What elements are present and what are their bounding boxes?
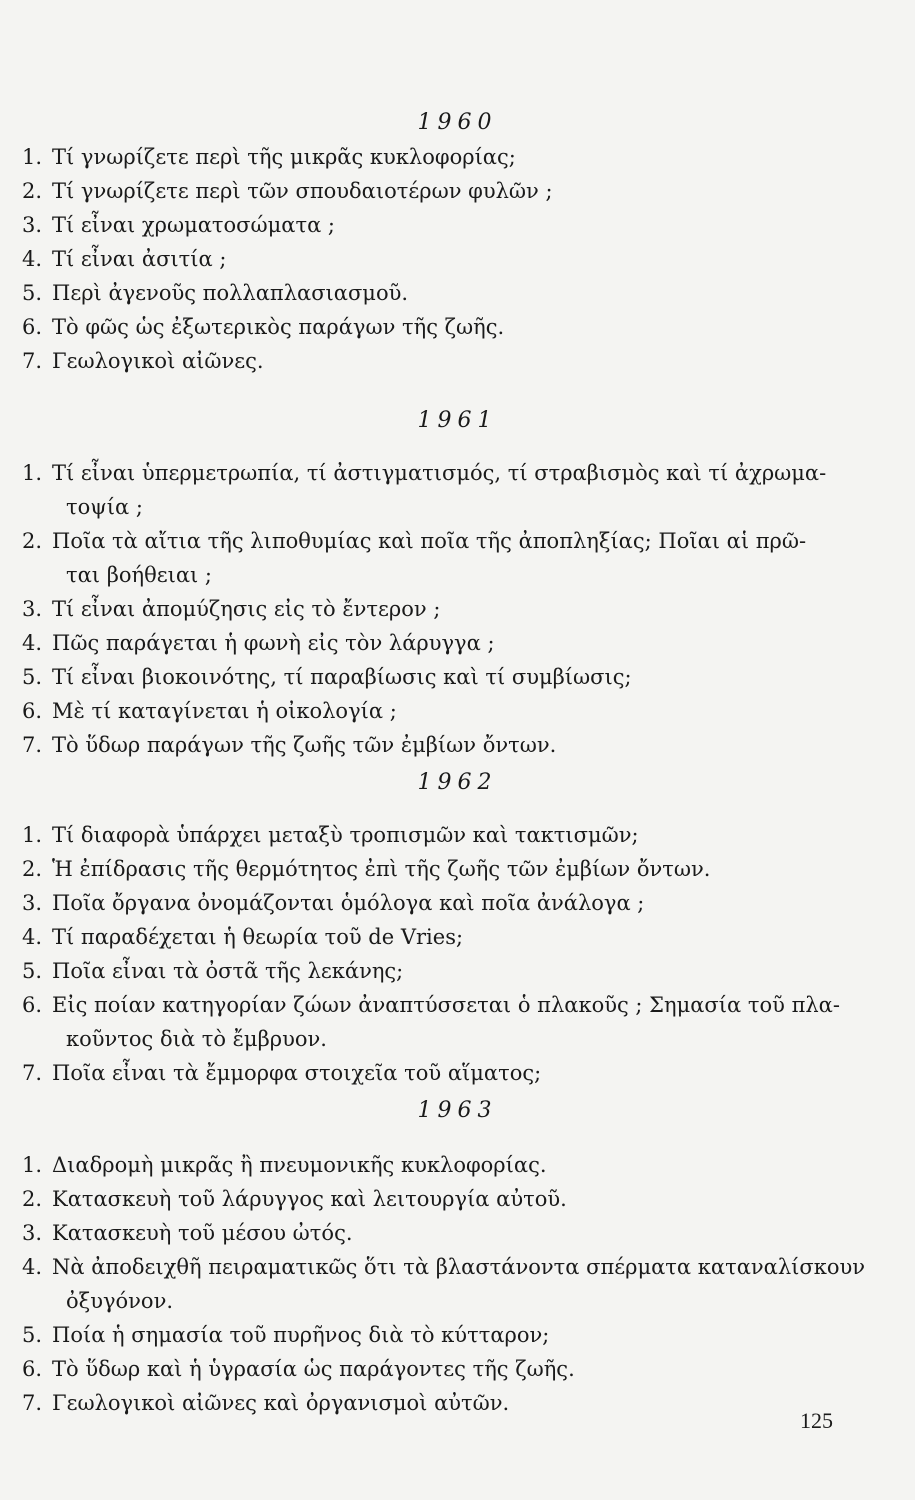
list-item [22,456,842,490]
list-item [22,140,842,174]
item-text: Εἰς ποίαν κατηγορίαν ζώων ἀναπτύσσεται ὁ πλακοῦς ; Σημασία τοῦ πλα- [52,993,840,1017]
list-item [22,886,842,920]
list-item [22,1182,842,1216]
item-text: Γεωλογικοὶ αἰῶνες καὶ ὀργανισμοὶ αὐτῶν. [52,1391,510,1415]
item-number: 3. [22,891,43,915]
item-text: Μὲ τί καταγίνεται ἡ οἰκολογία ; [52,699,397,723]
item-number: 4. [22,925,43,949]
list-item [22,1386,842,1420]
item-text: Τὸ ὕδωρ παράγων τῆς ζωῆς τῶν ἐμβίων ὄντων. [52,733,557,757]
item-number: 6. [22,1357,43,1381]
item-text: Ἡ ἐπίδρασις τῆς θερμότητος ἐπὶ τῆς ζωῆς τῶν ἐμβίων ὄντων. [52,857,711,881]
list-item [22,524,842,558]
item-text: Τί γνωρίζετε περὶ τῶν σπουδαιοτέρων φυλῶν ; [52,179,553,203]
item-text: Ποῖα εἶναι τὰ ὀστᾶ τῆς λεκάνης; [52,959,404,983]
list-item [22,1250,866,1284]
item-text: Τί διαφορὰ ὑπάρχει μεταξὺ τροπισμῶν καὶ τακτισμῶν; [52,823,639,847]
item-text: Τί εἶναι βιοκοινότης, τί παραβίωσις καὶ τί συμβίωσις; [52,665,632,689]
item-number: 5. [22,1323,43,1347]
list-item [22,694,842,728]
item-number: 3. [22,1221,43,1245]
item-number: 4. [22,1255,43,1279]
item-continuation: ὀξυγόνον. [66,1289,174,1313]
item-number: 3. [22,213,43,237]
item-text: Τί γνωρίζετε περὶ τῆς μικρᾶς κυκλοφορίας; [52,145,516,169]
year-heading: 1961 [417,408,498,433]
item-number: 5. [22,959,43,983]
item-text: Νὰ ἀποδειχθῆ πειραματικῶς ὅτι τὰ βλαστάνοντα σπέρματα καταναλίσκουν [52,1255,866,1279]
year-heading: 1963 [417,1098,498,1123]
item-text: Τί εἶναι ὑπερμετρωπία, τί ἀστιγματισμός, τί στραβισμὸς καὶ τί ἀχρωμα- [52,461,827,485]
list-item [22,276,842,310]
item-number: 3. [22,597,43,621]
list-item [22,626,842,660]
item-text: Τί εἶναι χρωματοσώματα ; [52,213,336,237]
page-number: 125 [800,1408,833,1433]
item-number: 1. [22,1153,43,1177]
item-number: 1. [22,461,43,485]
item-continuation: κοῦντος διὰ τὸ ἔμβρυον. [66,1027,327,1051]
list-item [22,852,842,886]
list-item [22,920,842,954]
list-item [22,1148,842,1182]
item-number: 2. [22,1187,43,1211]
item-number: 5. [22,665,43,689]
item-text: Διαδρομὴ μικρᾶς ἢ πνευμονικῆς κυκλοφορίας. [52,1153,547,1177]
item-text: Τὸ ὕδωρ καὶ ἡ ὑγρασία ὡς παράγοντες τῆς ζωῆς. [52,1357,575,1381]
item-text: Κατασκευὴ τοῦ λάρυγγος καὶ λειτουργία αὐτοῦ. [52,1187,567,1211]
item-number: 1. [22,823,43,847]
item-text: Ποία ἡ σημασία τοῦ πυρῆνος διὰ τὸ κύτταρον; [52,1323,550,1347]
item-number: 6. [22,315,43,339]
list-item [22,1352,842,1386]
list-item [22,310,842,344]
list-item [22,728,842,762]
item-number: 6. [22,993,43,1017]
item-text: Γεωλογικοὶ αἰῶνες. [52,349,264,373]
item-number: 7. [22,1061,43,1085]
list-item [22,988,842,1022]
item-number: 2. [22,179,43,203]
item-text: Τί εἶναι ἀπομύζησις εἰς τὸ ἔντερον ; [52,597,441,621]
list-item [22,954,842,988]
item-number: 2. [22,529,43,553]
list-item [22,592,842,626]
item-text: Περὶ ἀγενοῦς πολλαπλασιασμοῦ. [52,281,409,305]
year-heading: 1960 [417,110,498,135]
item-text: Τὸ φῶς ὡς ἐξωτερικὸς παράγων τῆς ζωῆς. [52,315,505,339]
list-item [22,1056,842,1090]
item-text: Πῶς παράγεται ἡ φωνὴ εἰς τὸν λάρυγγα ; [52,631,495,655]
list-item [22,174,842,208]
list-item [22,344,842,378]
item-text: Ποῖα εἶναι τὰ ἔμμορφα στοιχεῖα τοῦ αἵματος; [52,1061,542,1085]
item-text: Τί παραδέχεται ἡ θεωρία τοῦ de Vries; [52,925,464,949]
item-text: Κατασκευὴ τοῦ μέσου ὠτός. [52,1221,353,1245]
item-number: 4. [22,247,43,271]
item-number: 4. [22,631,43,655]
list-item [22,1318,842,1352]
item-text: Τί εἶναι ἀσιτία ; [52,247,227,271]
item-number: 2. [22,857,43,881]
list-item [22,660,842,694]
item-number: 7. [22,733,43,757]
item-continuation: ται βοήθειαι ; [66,563,212,587]
item-text: Ποῖα τὰ αἴτια τῆς λιποθυμίας καὶ ποῖα τῆς ἀποπληξίας; Ποῖαι αἱ πρῶ- [52,529,807,553]
list-item [22,242,842,276]
list-item [22,208,842,242]
item-number: 6. [22,699,43,723]
year-heading: 1962 [417,770,498,795]
item-number: 7. [22,1391,43,1415]
item-continuation: τοψία ; [66,495,143,519]
item-text: Ποῖα ὄργανα ὀνομάζονται ὁμόλογα καὶ ποῖα ἀνάλογα ; [52,891,645,915]
item-number: 1. [22,145,43,169]
item-number: 5. [22,281,43,305]
item-number: 7. [22,349,43,373]
list-item [22,818,842,852]
list-item [22,1216,842,1250]
